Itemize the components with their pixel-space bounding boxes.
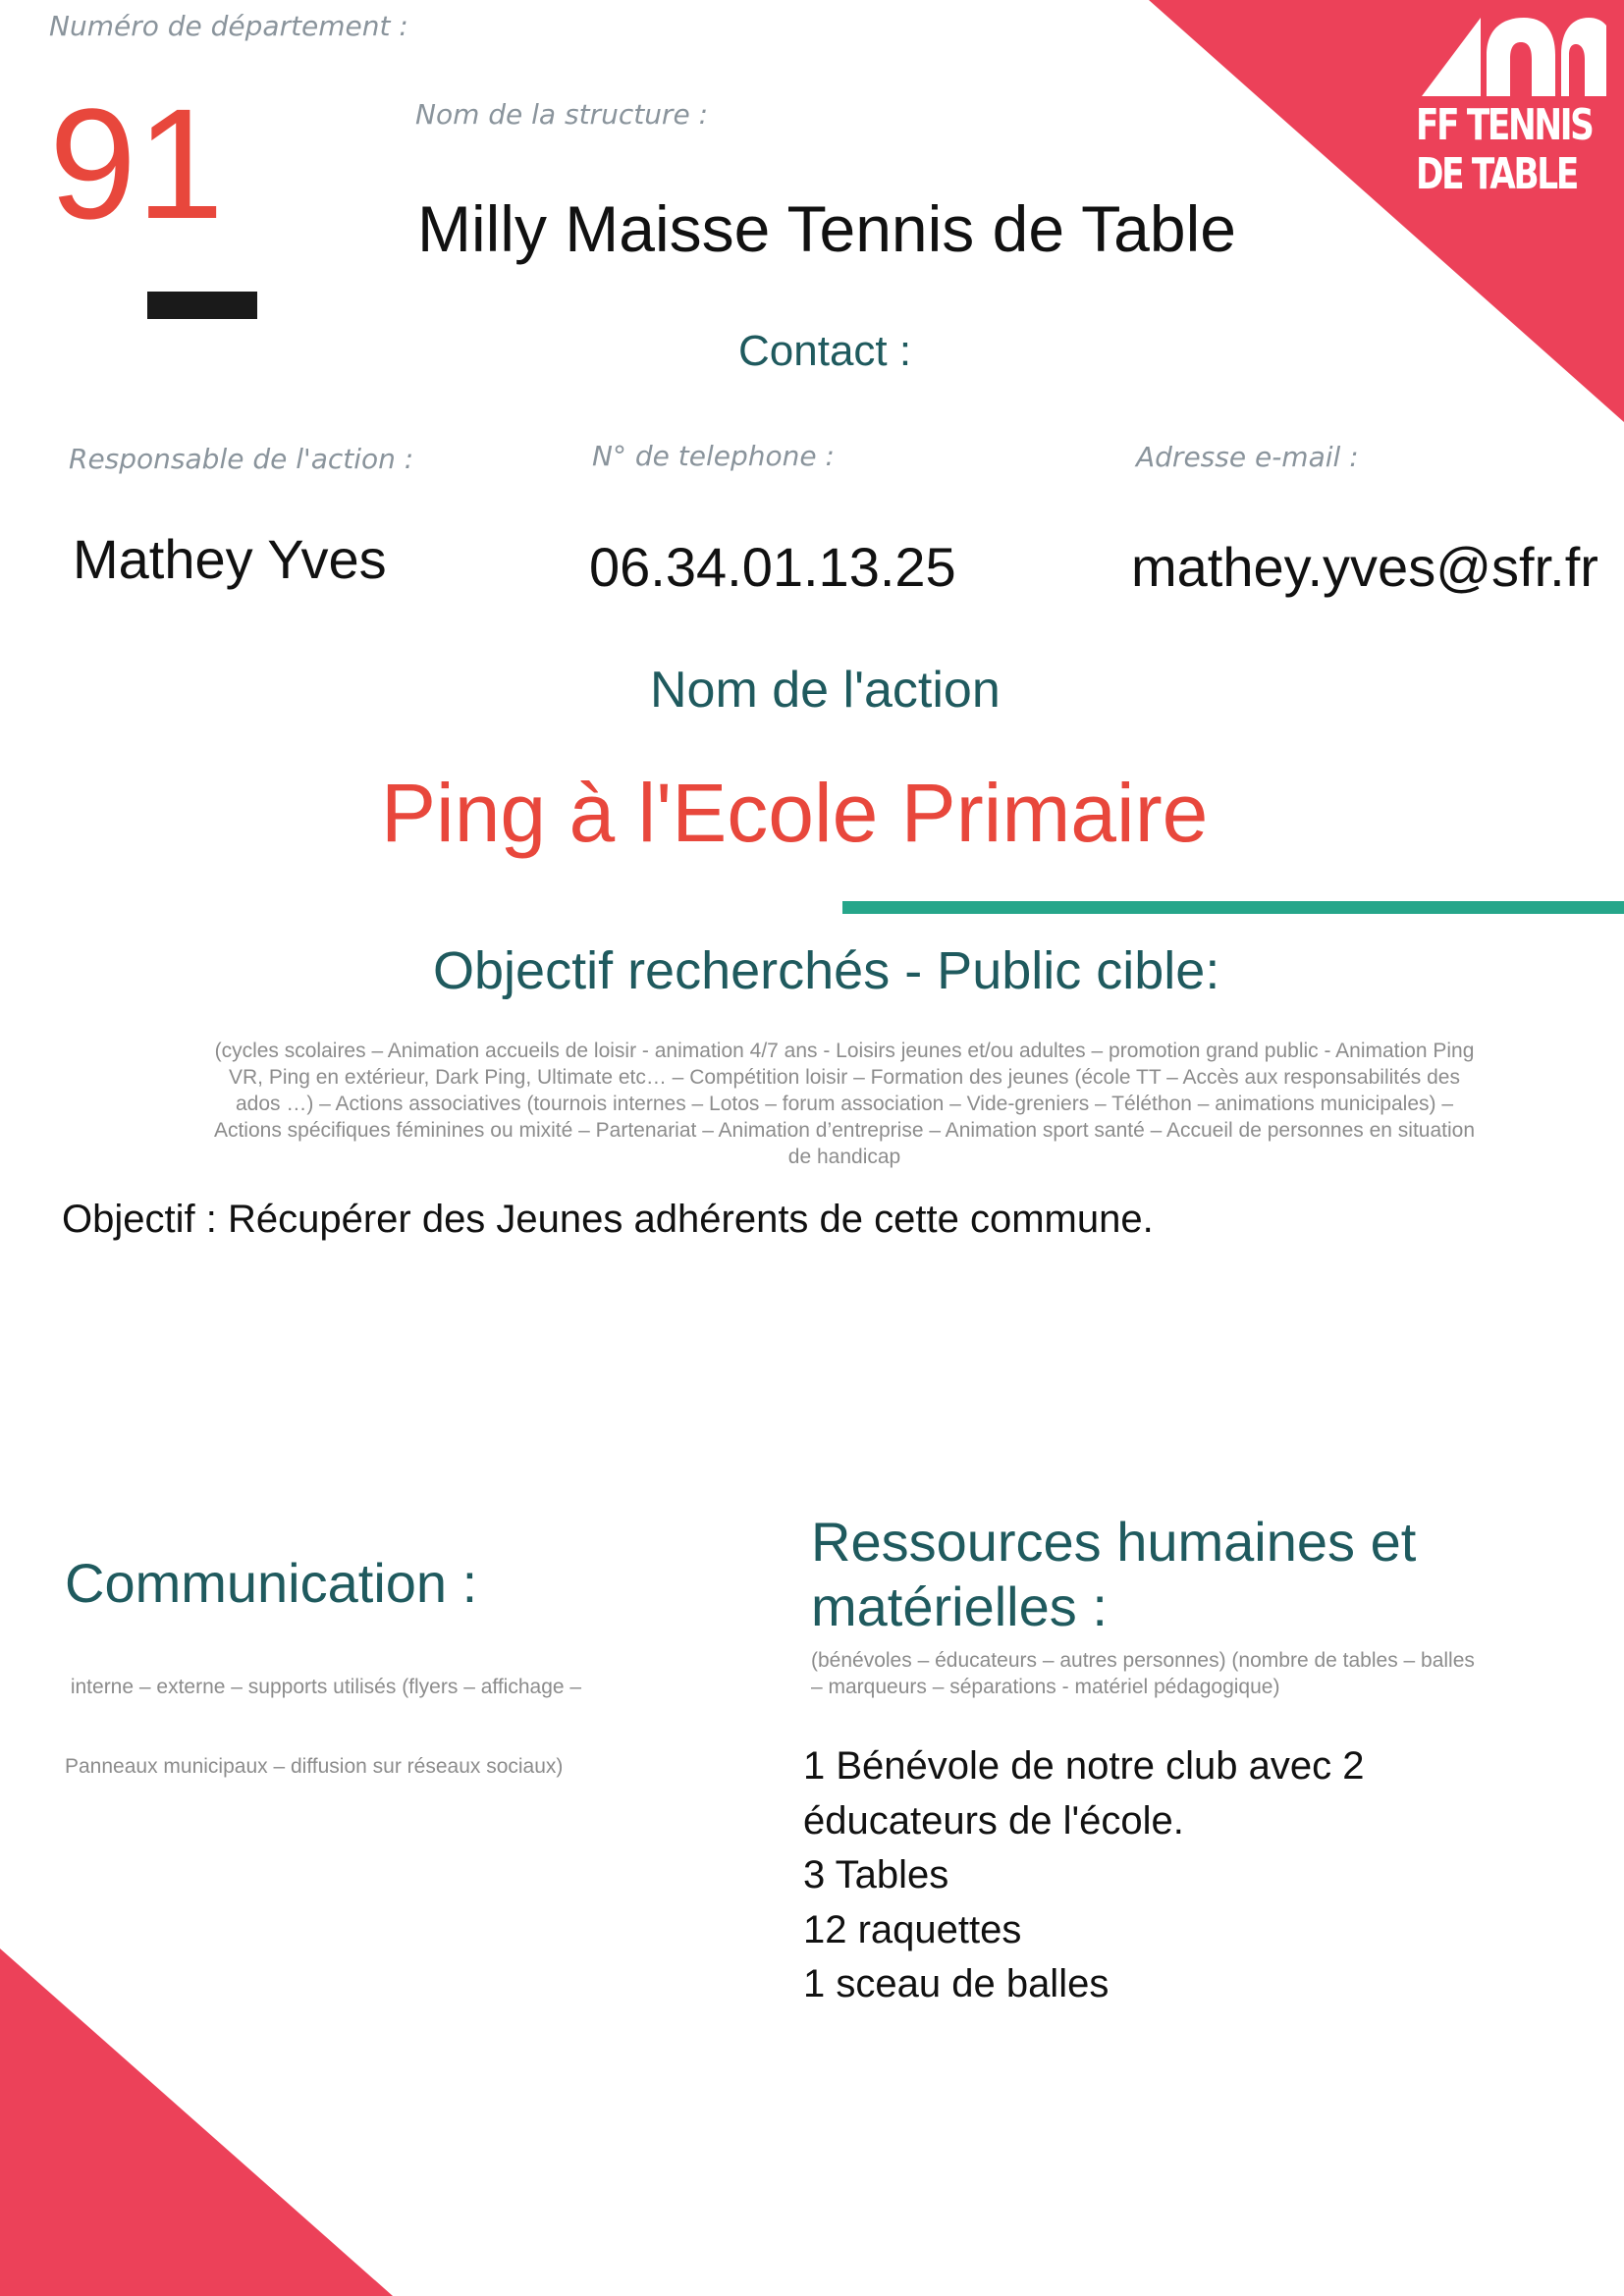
bottom-left-corner-decoration <box>0 1949 393 2296</box>
communication-hint-line: interne – externe – supports utilisés (flyers – affichage – <box>65 1676 582 1698</box>
objectif-hint <box>157 1038 1532 1170</box>
department-label: Numéro de département : <box>49 10 408 42</box>
logo-text-line2: DE TABLE <box>1416 149 1577 199</box>
phone-label: N° de telephone : <box>592 440 835 472</box>
ressources-heading <box>811 1510 1416 1639</box>
email-value[interactable]: mathey.yves@sfr.fr <box>1131 536 1598 598</box>
fftt-logo <box>1414 16 1610 212</box>
ressources-hint-line: – marqueurs – séparations - matériel pédagogique) <box>811 1676 1280 1698</box>
objectif-hint-line: (cycles scolaires – Animation accueils de loisir - animation 4/7 ans - Loisirs jeunes et/ou adultes – promotion grand public - Animation Ping <box>214 1040 1475 1062</box>
logo-mark-icon <box>1414 16 1610 99</box>
teal-divider-line <box>842 901 1624 914</box>
action-name: Ping à l'Ecole Primaire <box>381 767 1209 859</box>
ressources-hint <box>811 1647 1475 1700</box>
objectif-hint-line: de handicap <box>787 1146 901 1168</box>
contact-heading: Contact : <box>738 327 912 375</box>
email-label: Adresse e-mail : <box>1136 441 1359 473</box>
department-dash <box>147 292 257 319</box>
objectif-hint-line: Actions spécifiques féminines ou mixité – Partenariat – Animation d’entreprise – Animation sport santé – Accueil de personnes en situation <box>213 1119 1476 1142</box>
communication-hint-line: Panneaux municipaux – diffusion sur réseaux sociaux) <box>65 1755 564 1778</box>
ressources-heading-line: Ressources humaines et <box>811 1511 1417 1573</box>
objectif-heading: Objectif recherchés - Public cible: <box>433 941 1220 1000</box>
ressources-list-item: 3 Tables <box>803 1853 949 1896</box>
ressources-list-item: 1 sceau de balles <box>803 1962 1110 2005</box>
responsable-label: Responsable de l'action : <box>69 443 414 475</box>
ressources-heading-line: matérielles : <box>811 1575 1108 1637</box>
ressources-list-item: éducateurs de l'école. <box>803 1798 1184 1842</box>
communication-hint <box>65 1621 581 1806</box>
action-label: Nom de l'action <box>650 662 1001 719</box>
objectif-hint-line: VR, Ping en extérieur, Dark Ping, Ultimate etc… – Compétition loisir – Formation des jeunes (école TT – Accès aux responsabilités des <box>229 1066 1460 1089</box>
objectif-value: Objectif : Récupérer des Jeunes adhérents de cette commune. <box>62 1198 1154 1241</box>
ressources-list-item: 12 raquettes <box>803 1907 1022 1951</box>
responsable-value: Mathey Yves <box>73 528 387 590</box>
phone-value: 06.34.01.13.25 <box>589 536 956 598</box>
structure-name: Milly Maisse Tennis de Table <box>417 192 1236 265</box>
ressources-list-item: 1 Bénévole de notre club avec 2 <box>803 1744 1365 1788</box>
department-number: 91 <box>49 76 224 251</box>
ressources-hint-line: (bénévoles – éducateurs – autres personnes) (nombre de tables – balles <box>811 1649 1475 1672</box>
structure-label: Nom de la structure : <box>415 98 709 131</box>
objectif-hint-line: ados …) – Actions associatives (tournois internes – Lotos – forum association – Vide-greniers – Téléthon – animations municipales) – <box>235 1093 1454 1115</box>
ressources-list <box>803 1739 1365 2012</box>
logo-text-line1: FF TENNIS <box>1416 100 1593 150</box>
communication-heading: Communication : <box>65 1552 478 1614</box>
